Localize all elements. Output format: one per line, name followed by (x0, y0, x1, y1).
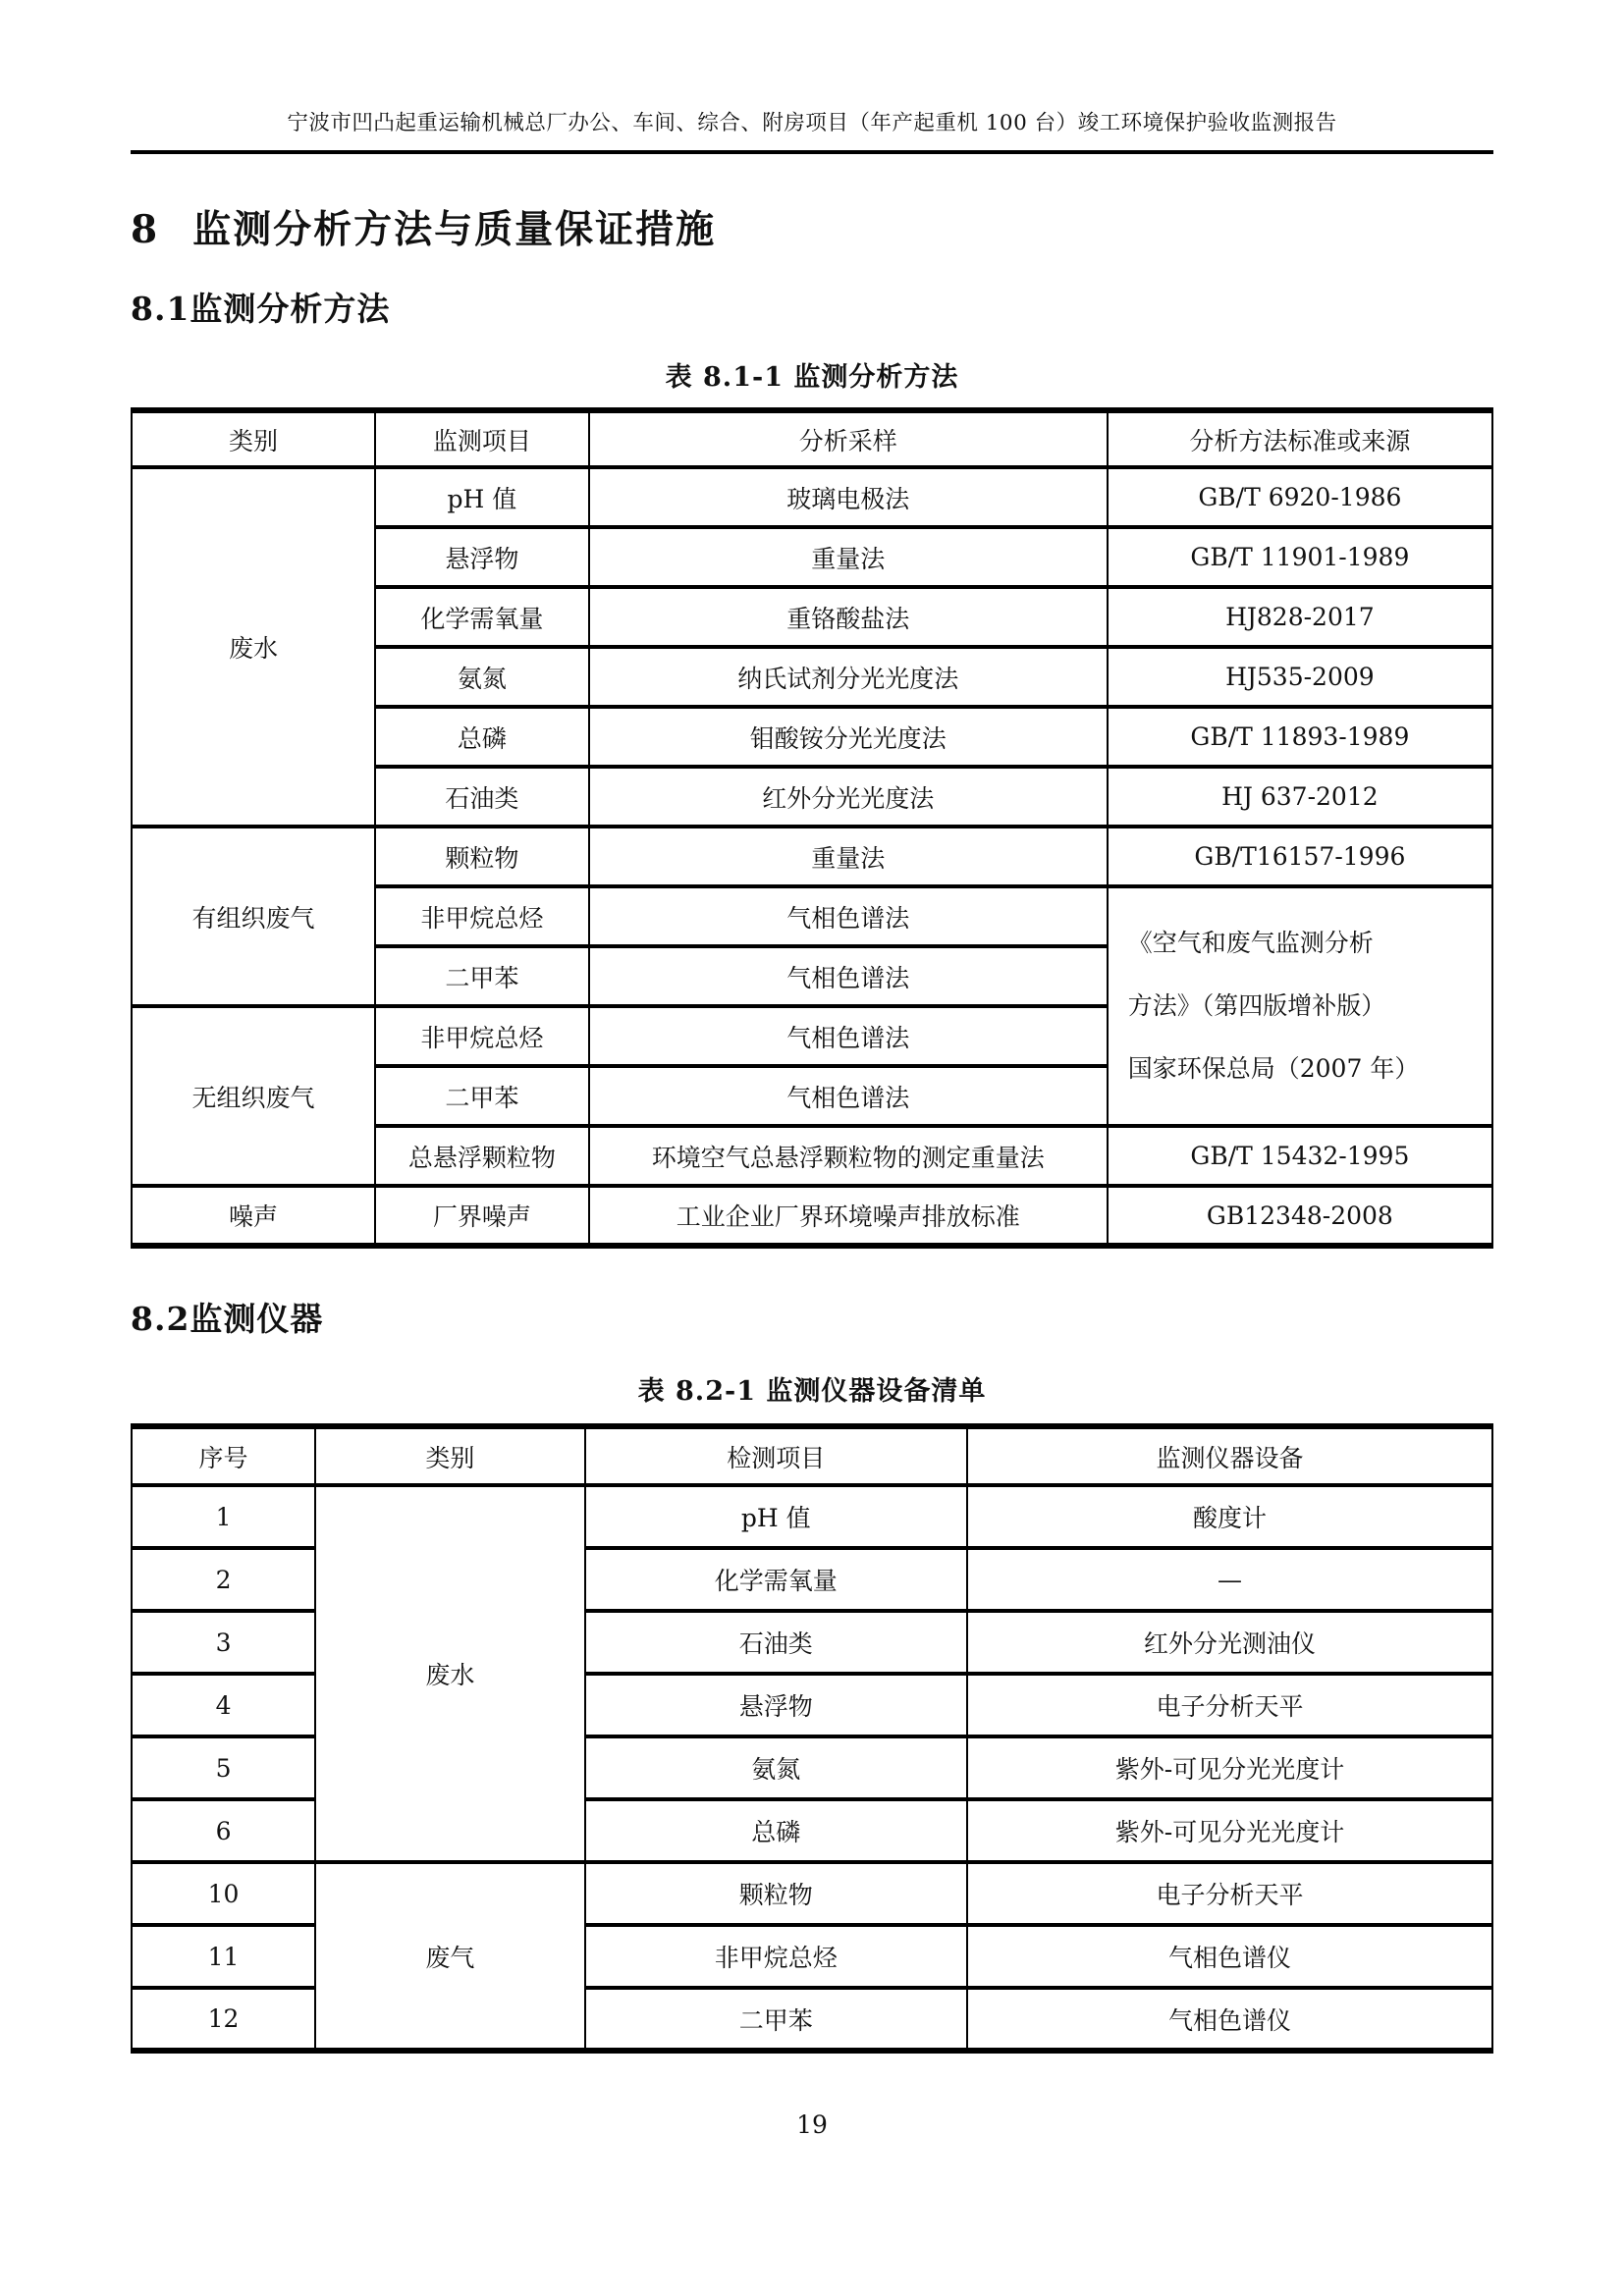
item-cell: 总悬浮颗粒物 (375, 1126, 589, 1186)
table-row (132, 827, 1492, 886)
col-header-method: 分析采样 (589, 410, 1108, 467)
device-cell: 紫外-可见分光光度计 (967, 1736, 1492, 1799)
section-8-2-heading (131, 1294, 1493, 1340)
item-cell: 石油类 (585, 1611, 967, 1674)
col-header-category: 类别 (315, 1426, 584, 1485)
device-cell: 红外分光测油仪 (967, 1611, 1492, 1674)
item-cell: 非甲烷总烃 (375, 886, 589, 946)
standard-cell: HJ 637-2012 (1108, 767, 1492, 827)
method-cell: 重量法 (589, 827, 1108, 886)
page-content (131, 0, 1493, 2139)
table-2-caption: 表 8.2-1 监测仪器设备清单 (637, 1376, 987, 1407)
method-cell: 气相色谱法 (589, 1006, 1108, 1066)
col-header-device: 监测仪器设备 (967, 1426, 1492, 1485)
no-cell: 10 (132, 1862, 315, 1925)
page-number: 19 (796, 2110, 828, 2139)
item-cell: pH 值 (585, 1485, 967, 1548)
standard-cell: GB/T 11901-1989 (1108, 527, 1492, 587)
category-cell-gas: 废气 (315, 1862, 584, 2051)
item-cell: 悬浮物 (585, 1674, 967, 1736)
table-row (132, 467, 1492, 527)
no-cell: 6 (132, 1799, 315, 1862)
no-cell: 5 (132, 1736, 315, 1799)
item-cell: 二甲苯 (375, 946, 589, 1006)
device-cell: 气相色谱仪 (967, 1988, 1492, 2051)
section-8-2-title: 监测仪器 (189, 1300, 324, 1338)
standard-cell: HJ535-2009 (1108, 647, 1492, 707)
standard-cell: GB/T 6920-1986 (1108, 467, 1492, 527)
item-cell: 氨氮 (585, 1736, 967, 1799)
standard-line: 方法》（第四版增补版） (1127, 991, 1386, 1020)
item-cell: 石油类 (375, 767, 589, 827)
table-1-caption: 表 8.1-1 监测分析方法 (665, 362, 959, 393)
standard-cell: GB12348-2008 (1108, 1186, 1492, 1246)
monitoring-instruments-table (131, 1423, 1493, 2054)
section-8-2-number: 8.2 (131, 1300, 190, 1338)
item-cell: 化学需氧量 (375, 587, 589, 647)
standard-cell: GB/T16157-1996 (1108, 827, 1492, 886)
item-cell: 颗粒物 (585, 1862, 967, 1925)
table-header-row (132, 410, 1492, 467)
table-row (132, 1862, 1492, 1925)
device-cell: 酸度计 (967, 1485, 1492, 1548)
section-8-1-title: 监测分析方法 (189, 290, 391, 328)
table-row (132, 1186, 1492, 1246)
col-header-item: 检测项目 (585, 1426, 967, 1485)
method-cell: 纳氏试剂分光光度法 (589, 647, 1108, 707)
method-cell: 气相色谱法 (589, 886, 1108, 946)
device-cell: 电子分析天平 (967, 1674, 1492, 1736)
no-cell: 12 (132, 1988, 315, 2051)
category-cell-wastewater: 废水 (315, 1485, 584, 1862)
standard-cell-merged (1108, 886, 1492, 1126)
table-header-row (132, 1426, 1492, 1485)
item-cell: 总磷 (585, 1799, 967, 1862)
monitoring-methods-table (131, 407, 1493, 1249)
no-cell: 2 (132, 1548, 315, 1611)
item-cell: 氨氮 (375, 647, 589, 707)
col-header-item: 监测项目 (375, 410, 589, 467)
section-8-heading (131, 199, 1493, 254)
device-cell: 电子分析天平 (967, 1862, 1492, 1925)
item-cell: 颗粒物 (375, 827, 589, 886)
item-cell: 二甲苯 (585, 1988, 967, 2051)
category-cell-noise: 噪声 (132, 1186, 375, 1246)
standard-line: 《空气和废气监测分析 (1127, 929, 1374, 957)
method-cell: 重量法 (589, 527, 1108, 587)
method-cell: 环境空气总悬浮颗粒物的测定重量法 (589, 1126, 1108, 1186)
method-cell: 玻璃电极法 (589, 467, 1108, 527)
device-cell: — (967, 1548, 1492, 1611)
item-cell: 二甲苯 (375, 1066, 589, 1126)
no-cell: 3 (132, 1611, 315, 1674)
table-row (132, 1485, 1492, 1548)
device-cell: 紫外-可见分光光度计 (967, 1799, 1492, 1862)
method-cell: 气相色谱法 (589, 1066, 1108, 1126)
item-cell: 悬浮物 (375, 527, 589, 587)
standard-cell: HJ828-2017 (1108, 587, 1492, 647)
no-cell: 4 (132, 1674, 315, 1736)
col-header-standard: 分析方法标准或来源 (1108, 410, 1492, 467)
standard-cell: GB/T 11893-1989 (1108, 707, 1492, 767)
item-cell: 厂界噪声 (375, 1186, 589, 1246)
standard-cell: GB/T 15432-1995 (1108, 1126, 1492, 1186)
document-header: 宁波市凹凸起重运输机械总厂办公、车间、综合、附房项目（年产起重机 100 台）竣工环境保护验收监测报告 (131, 0, 1493, 154)
item-cell: 非甲烷总烃 (375, 1006, 589, 1066)
category-cell-organized-gas: 有组织废气 (132, 827, 375, 1006)
no-cell: 1 (132, 1485, 315, 1548)
device-cell: 气相色谱仪 (967, 1925, 1492, 1988)
method-cell: 钼酸铵分光光度法 (589, 707, 1108, 767)
section-8-1-heading (131, 284, 1493, 330)
no-cell: 11 (132, 1925, 315, 1988)
method-cell: 重铬酸盐法 (589, 587, 1108, 647)
item-cell: 非甲烷总烃 (585, 1925, 967, 1988)
col-header-no: 序号 (132, 1426, 315, 1485)
item-cell: 化学需氧量 (585, 1548, 967, 1611)
section-8-1-number: 8.1 (131, 290, 190, 328)
section-8-number: 8 (131, 207, 160, 252)
standard-line: 国家环保总局（2007 年） (1127, 1054, 1420, 1083)
item-cell: pH 值 (375, 467, 589, 527)
col-header-category: 类别 (132, 410, 375, 467)
category-cell-wastewater: 废水 (132, 467, 375, 827)
section-8-title: 监测分析方法与质量保证措施 (192, 207, 717, 252)
item-cell: 总磷 (375, 707, 589, 767)
method-cell: 工业企业厂界环境噪声排放标准 (589, 1186, 1108, 1246)
category-cell-unorganized-gas: 无组织废气 (132, 1006, 375, 1186)
method-cell: 红外分光光度法 (589, 767, 1108, 827)
method-cell: 气相色谱法 (589, 946, 1108, 1006)
